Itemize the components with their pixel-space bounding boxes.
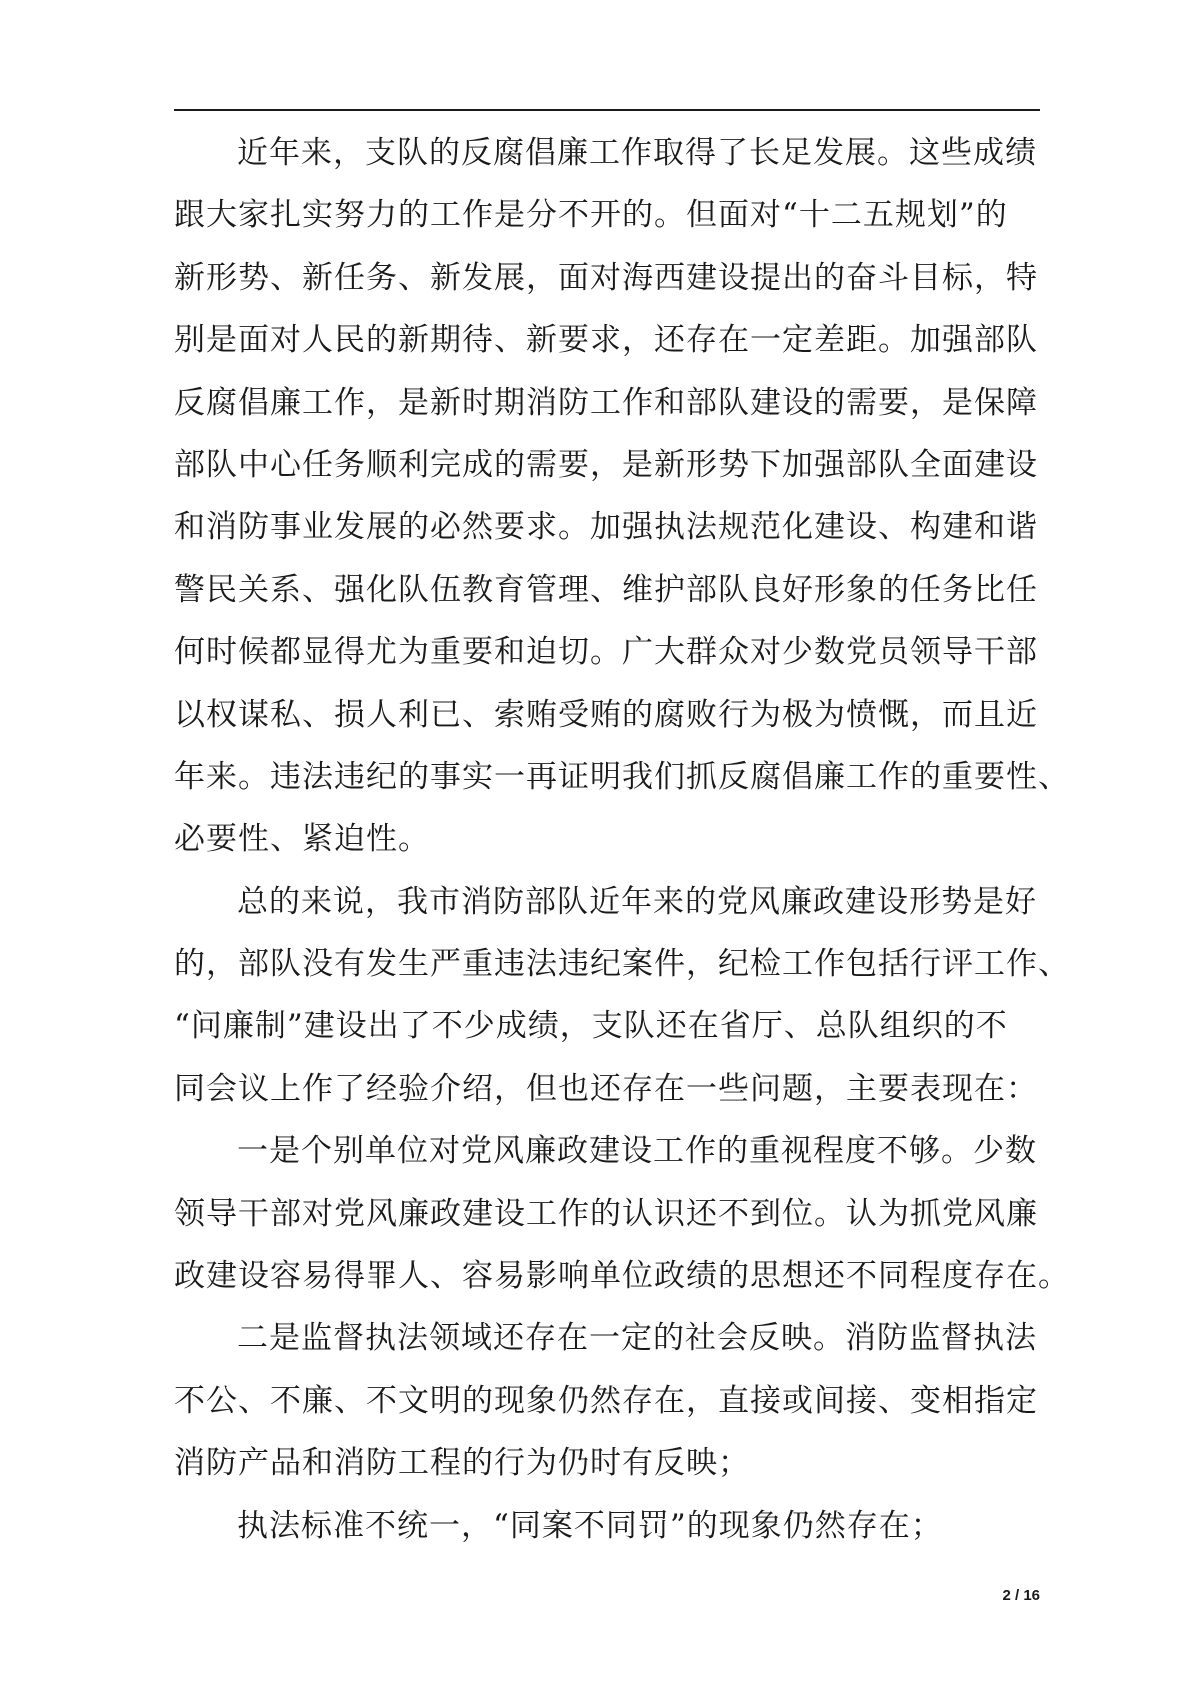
text-line: 何时候都显得尤为重要和迫切。广大群众对少数党员领导干部 <box>174 634 1038 671</box>
text-line: 跟大家扎实努力的工作是分不开的。但面对“十二五规划”的 <box>174 197 1008 234</box>
page-number: 2 / 16 <box>1002 1587 1040 1604</box>
text-line: “问廉制”建设出了不少成绩，支队还在省厅、总队组织的不 <box>174 1008 1008 1045</box>
text-line: 必要性、紧迫性。 <box>174 821 430 858</box>
body-text <box>174 122 1070 1557</box>
text-line: 反腐倡廉工作，是新时期消防工作和部队建设的需要，是保障 <box>174 384 1038 421</box>
text-line: 领导干部对党风廉政建设工作的认识还不到位。认为抓党风廉 <box>174 1195 1038 1232</box>
text-line: 以权谋私、损人利已、索贿受贿的腐败行为极为愤慨，而且近 <box>174 696 1038 733</box>
header-rule <box>174 109 1040 111</box>
text-line: 一是个别单位对党风廉政建设工作的重视程度不够。少数 <box>237 1133 1037 1170</box>
text-line: 部队中心任务顺利完成的需要，是新形势下加强部队全面建设 <box>174 446 1038 483</box>
text-line: 和消防事业发展的必然要求。加强执法规范化建设、构建和谐 <box>174 509 1038 546</box>
text-line: 同会议上作了经验介绍，但也还存在一些问题，主要表现在： <box>174 1070 1038 1107</box>
text-line: 近年来，支队的反腐倡廉工作取得了长足发展。这些成绩 <box>237 135 1037 171</box>
text-line: 总的来说，我市消防部队近年来的党风廉政建设形势是好 <box>237 883 1037 920</box>
text-line: 消防产品和消防工程的行为仍时有反映； <box>174 1445 750 1482</box>
text-line: 别是面对人民的新期待、新要求，还存在一定差距。加强部队 <box>174 322 1038 359</box>
text-line: 二是监督执法领域还存在一定的社会反映。消防监督执法 <box>237 1320 1037 1357</box>
text-line: 年来。违法违纪的事实一再证明我们抓反腐倡廉工作的重要性、 <box>174 758 1070 795</box>
text-line: 新形势、新任务、新发展，面对海西建设提出的奋斗目标，特 <box>174 259 1038 296</box>
text-line: 执法标准不统一，“同案不同罚”的现象仍然存在； <box>237 1507 943 1544</box>
text-line: 的，部队没有发生严重违法违纪案件，纪检工作包括行评工作、 <box>174 946 1070 983</box>
text-line: 政建设容易得罪人、容易影响单位政绩的思想还不同程度存在。 <box>174 1258 1070 1295</box>
text-line: 警民关系、强化队伍教育管理、维护部队良好形象的任务比任 <box>174 571 1038 608</box>
text-line: 不公、不廉、不文明的现象仍然存在，直接或间接、变相指定 <box>174 1382 1038 1419</box>
